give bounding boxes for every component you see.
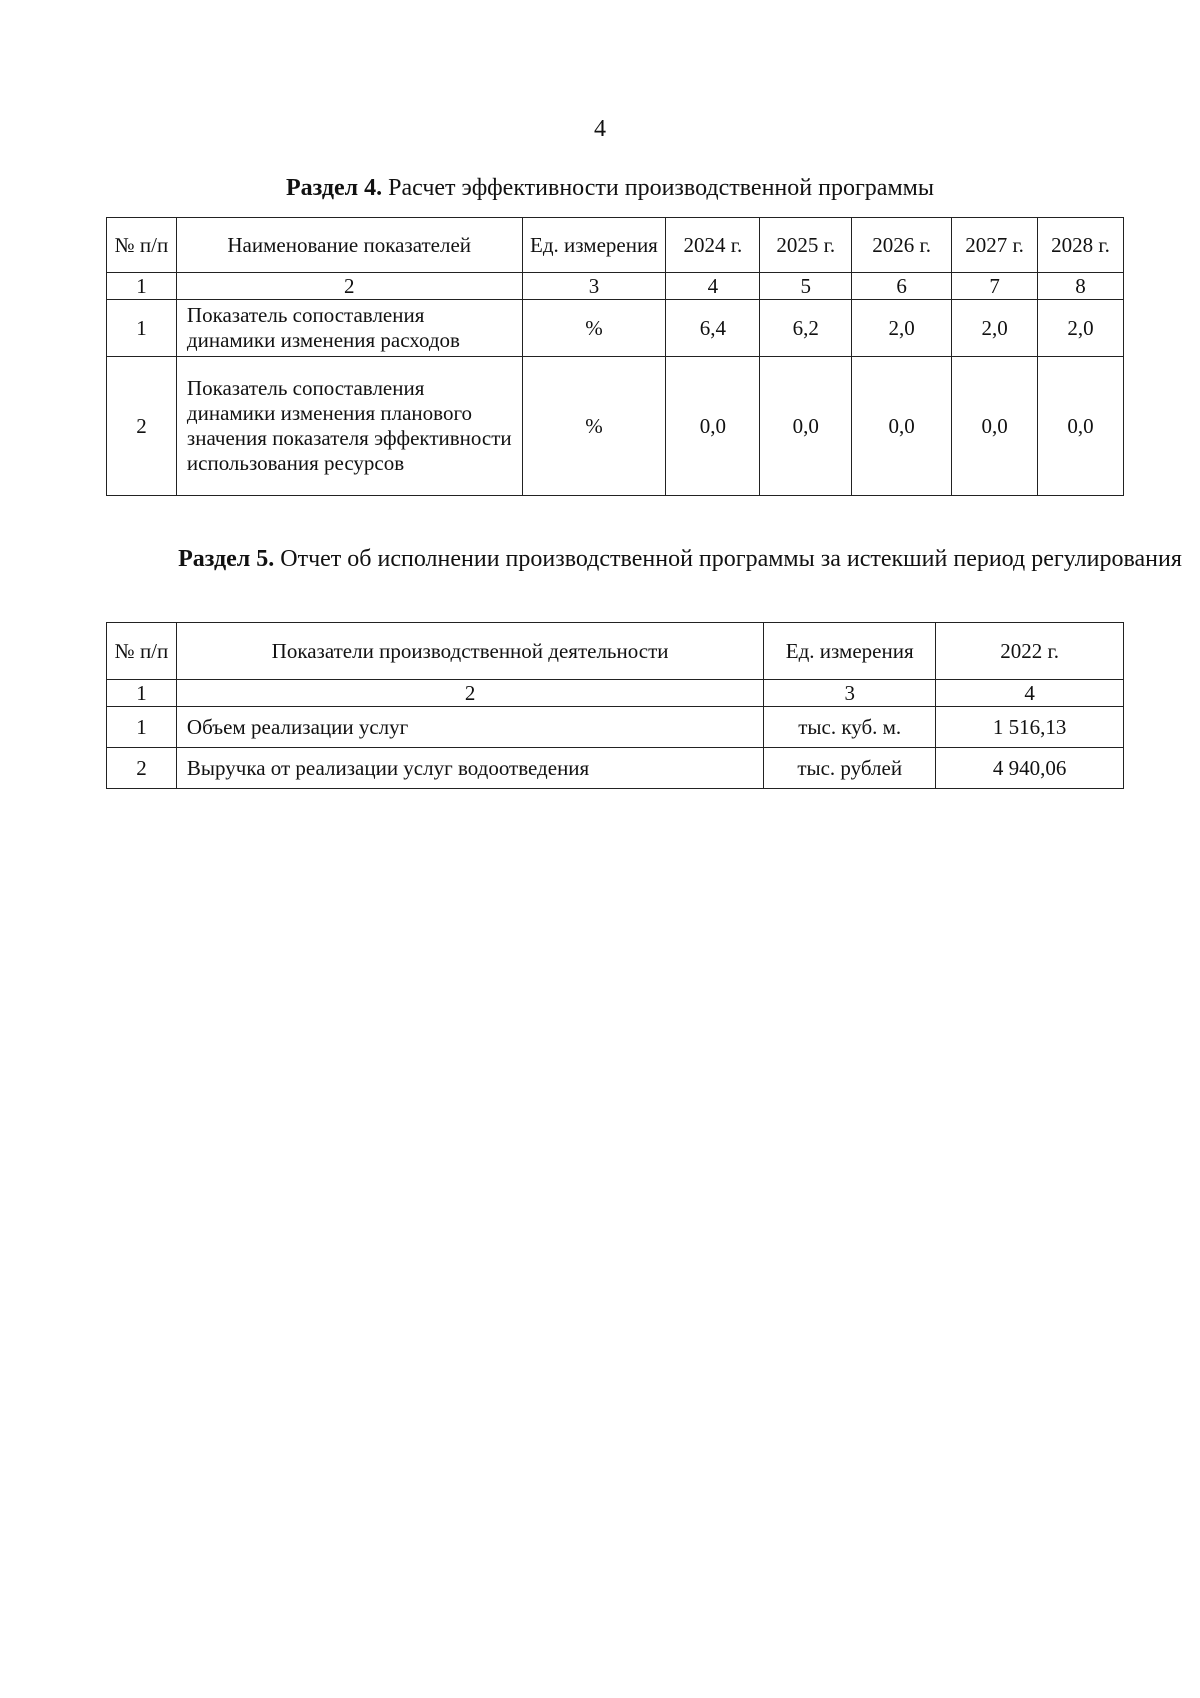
report-table — [106, 622, 1124, 789]
header-cell: № п/п — [107, 623, 177, 680]
value-cell: 4 940,06 — [936, 748, 1124, 789]
indicator-name: Показатель сопоставления динамики изменения планового значения показателя эффективности использования ресурсов — [176, 357, 522, 496]
column-number: 3 — [764, 680, 936, 707]
value-cell: 0,0 — [1038, 357, 1124, 496]
header-cell: Наименование показателей — [176, 218, 522, 273]
value-cell: 6,2 — [760, 300, 852, 357]
column-number-row — [107, 680, 1124, 707]
value-cell: 6,4 — [666, 300, 760, 357]
table-row — [107, 748, 1124, 789]
header-cell: Ед. измерения — [764, 623, 936, 680]
column-number: 2 — [176, 680, 763, 707]
unit-cell: % — [522, 357, 666, 496]
table-row — [107, 707, 1124, 748]
column-number: 7 — [952, 273, 1038, 300]
column-number: 4 — [936, 680, 1124, 707]
table-header-row — [107, 623, 1124, 680]
column-number-row — [107, 273, 1124, 300]
column-number: 3 — [522, 273, 666, 300]
column-number: 4 — [666, 273, 760, 300]
column-number: 2 — [176, 273, 522, 300]
efficiency-table — [106, 217, 1124, 496]
indicator-name: Объем реализации услуг — [176, 707, 763, 748]
row-number: 2 — [107, 748, 177, 789]
indicator-name: Выручка от реализации услуг водоотведения — [176, 748, 763, 789]
unit-cell: % — [522, 300, 666, 357]
table-header-row — [107, 218, 1124, 273]
header-cell: 2024 г. — [666, 218, 760, 273]
section-5-title-bold: Раздел 5. — [178, 546, 275, 572]
row-number: 1 — [107, 300, 177, 357]
header-cell: Ед. измерения — [522, 218, 666, 273]
header-cell: Показатели производственной деятельности — [176, 623, 763, 680]
header-cell: № п/п — [107, 218, 177, 273]
column-number: 5 — [760, 273, 852, 300]
row-number: 2 — [107, 357, 177, 496]
value-cell: 0,0 — [760, 357, 852, 496]
page-number: 4 — [594, 116, 606, 142]
unit-cell: тыс. рублей — [764, 748, 936, 789]
header-cell: 2026 г. — [852, 218, 952, 273]
value-cell: 1 516,13 — [936, 707, 1124, 748]
value-cell: 2,0 — [1038, 300, 1124, 357]
section-4-title-text: Расчет эффективности производственной программы — [382, 175, 934, 201]
value-cell: 0,0 — [952, 357, 1038, 496]
value-cell: 0,0 — [852, 357, 952, 496]
indicator-name: Показатель сопоставления динамики изменения расходов — [176, 300, 522, 357]
header-cell: 2022 г. — [936, 623, 1124, 680]
section-4-title-bold: Раздел 4. — [286, 175, 383, 201]
table-row — [107, 300, 1124, 357]
value-cell: 0,0 — [666, 357, 760, 496]
section-5-title — [80, 544, 1200, 574]
row-number: 1 — [107, 707, 177, 748]
column-number: 6 — [852, 273, 952, 300]
value-cell: 2,0 — [952, 300, 1038, 357]
table-row — [107, 357, 1124, 496]
column-number: 8 — [1038, 273, 1124, 300]
header-cell: 2027 г. — [952, 218, 1038, 273]
header-cell: 2025 г. — [760, 218, 852, 273]
section-4-title — [10, 173, 1200, 203]
unit-cell: тыс. куб. м. — [764, 707, 936, 748]
value-cell: 2,0 — [852, 300, 952, 357]
header-cell: 2028 г. — [1038, 218, 1124, 273]
section-5-title-text: Отчет об исполнении производственной программы за истекший период регулирования — [274, 546, 1182, 572]
column-number: 1 — [107, 680, 177, 707]
column-number: 1 — [107, 273, 177, 300]
